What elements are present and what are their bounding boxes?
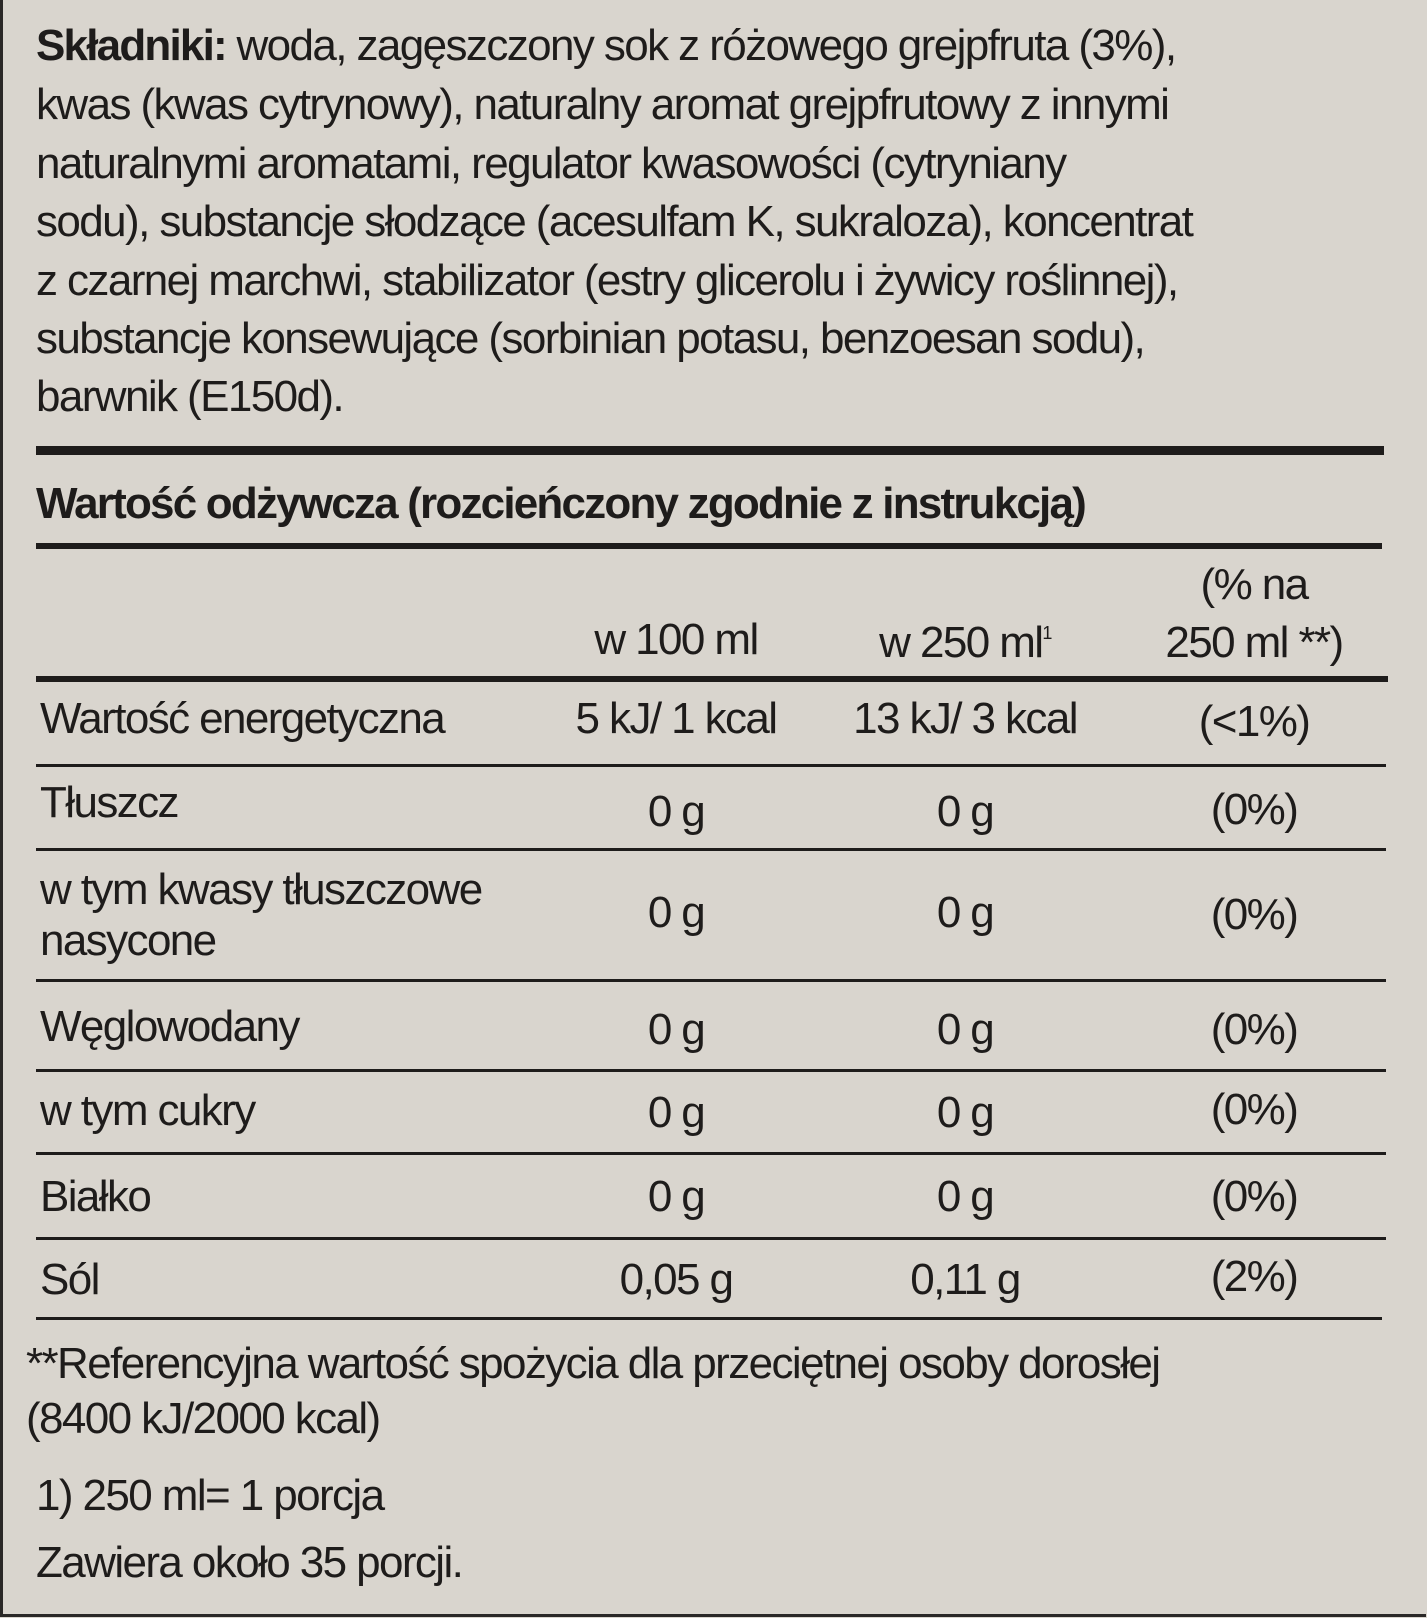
value-percent: (0%) [1210,785,1298,834]
value-250ml: 0 g [936,1088,994,1137]
ingredients-line [36,21,1176,70]
ingredients-line: barwnik (E150d). [36,372,343,421]
row-label: Wartość energetyczna [40,694,445,743]
divider [36,1317,1382,1320]
header-percent-line2: 250 ml **) [1165,618,1343,667]
value-100ml: 0,05 g [619,1255,733,1304]
divider [36,676,1388,682]
row-label: w tym kwasy tłuszczowe [40,865,482,914]
row-label: Węglowodany [40,1002,299,1051]
divider [36,543,1382,549]
ingredients-line: naturalnymi aromatami, regulator kwasowości (cytryniany [36,139,1066,188]
divider [36,848,1386,851]
value-percent: (0%) [1210,1005,1298,1054]
value-250ml: 0 g [936,1172,994,1221]
value-100ml: 5 kJ/ 1 kcal [575,694,777,743]
row-label: Tłuszcz [40,778,178,827]
value-100ml: 0 g [647,1172,705,1221]
divider [36,1152,1386,1155]
ingredients-line: z czarnej marchwi, stabilizator (estry glicerolu i żywicy roślinnej), [36,256,1178,305]
value-percent: (0%) [1210,890,1298,939]
value-percent: (<1%) [1198,697,1310,746]
value-100ml: 0 g [647,787,705,836]
divider [36,1069,1386,1072]
value-percent: (0%) [1210,1085,1298,1134]
value-250ml: 13 kJ/ 3 kcal [853,694,1077,743]
value-250ml: 0 g [936,888,994,937]
row-label: Sól [40,1255,99,1304]
ingredients-line: sodu), substancje słodzące (acesulfam K, sukraloza), koncentrat [36,197,1193,246]
ingredients-label: Składniki: [36,21,226,70]
header-per-250ml [815,618,1115,667]
footnote-marker: 1 [1042,623,1051,643]
value-100ml: 0 g [647,888,705,937]
header-per-100ml: w 100 ml [594,615,758,664]
ingredients-line: substancje konsewujące (sorbinian potasu, benzoesan sodu), [36,314,1145,363]
divider [36,446,1384,455]
value-250ml: 0 g [936,1005,994,1054]
servings-note: Zawiera około 35 porcji. [36,1538,463,1587]
reference-intake-note: **Referencyjna wartość spożycia dla przeciętnej osoby dorosłej [26,1339,1160,1388]
divider [36,1237,1386,1240]
value-percent: (0%) [1210,1172,1298,1221]
divider [36,764,1386,767]
reference-intake-values: (8400 kJ/2000 kcal) [26,1394,380,1443]
ingredients-line: kwas (kwas cytrynowy), naturalny aromat grejpfrutowy z innymi [36,80,1169,129]
header-percent-line1: (% na [1200,560,1308,609]
value-250ml: 0 g [936,787,994,836]
row-label-line2: nasycone [40,916,216,965]
value-percent: (2%) [1210,1252,1298,1301]
value-100ml: 0 g [647,1005,705,1054]
header-per-250ml-text: w 250 ml [879,618,1043,667]
divider [36,979,1386,982]
portion-note: 1) 250 ml= 1 porcja [36,1471,384,1520]
row-label: w tym cukry [40,1086,255,1135]
nutrition-title: Wartość odżywcza (rozcieńczony zgodnie z instrukcją) [36,479,1085,528]
value-250ml: 0,11 g [910,1255,1020,1304]
row-label: Białko [40,1172,151,1221]
value-100ml: 0 g [647,1088,705,1137]
ingredients-text: woda, zagęszczony sok z różowego grejpfruta (3%), [225,21,1176,70]
